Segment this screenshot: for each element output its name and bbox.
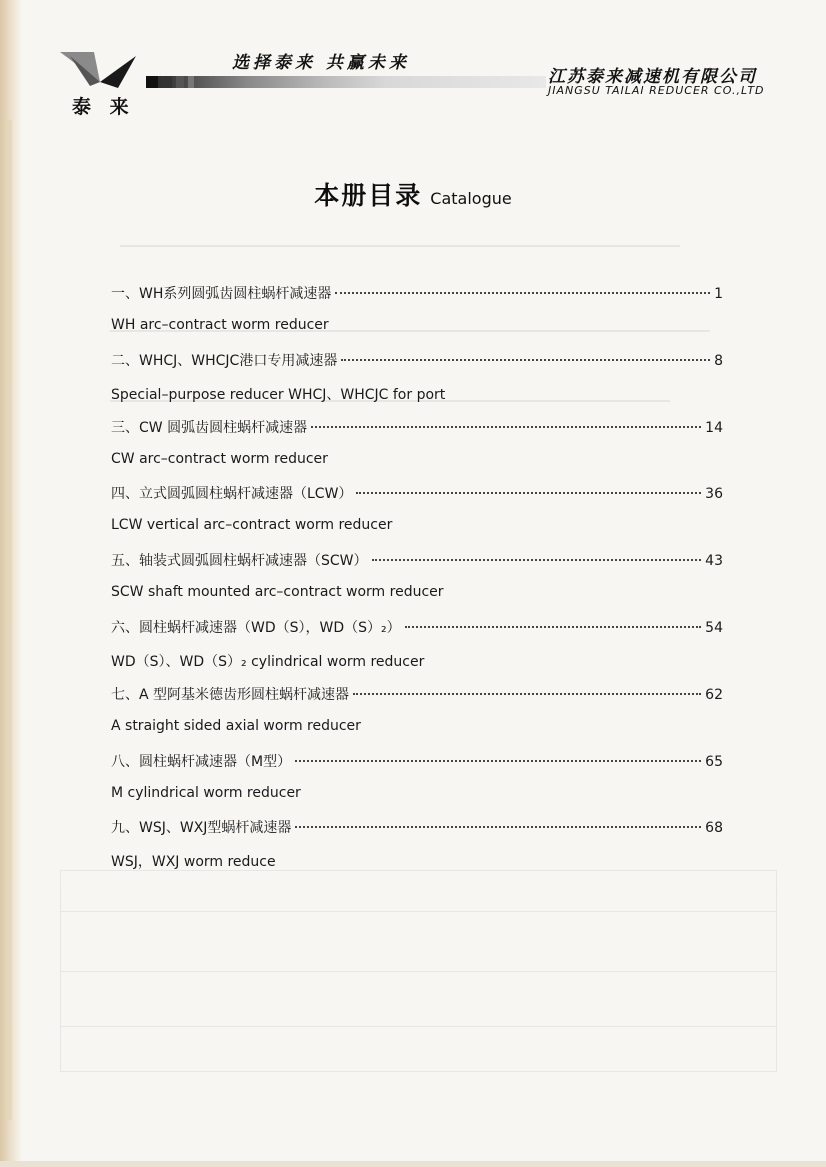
toc-entry-title: 一、WH系列圆弧齿圆柱蜗杆减速器 [111, 286, 332, 302]
header-bar [146, 76, 546, 88]
toc-entry [111, 350, 723, 417]
title-en: Catalogue [430, 189, 512, 208]
company-name-cn: 江苏泰来减速机有限公司 [548, 67, 757, 87]
table-of-contents [111, 283, 723, 884]
toc-entry-title: 四、立式圆弧圆柱蜗杆减速器（LCW） [111, 486, 353, 503]
toc-entry-title: 六、圆柱蜗杆减速器（WD（S），WD（S）₂） [111, 619, 401, 636]
toc-page-number: 8 [714, 352, 723, 369]
toc-entry-title: 八、圆柱蜗杆减速器（M型） [111, 753, 292, 770]
toc-entry [111, 550, 723, 617]
paper-edge-shadow [6, 120, 12, 1120]
toc-entry-title: 五、轴装式圆弧圆柱蜗杆减速器（SCW） [111, 553, 368, 570]
toc-leader-dots [405, 626, 702, 628]
toc-page-number: 54 [705, 619, 723, 636]
toc-entry [111, 684, 723, 751]
page-title [0, 176, 826, 212]
toc-entry [111, 417, 723, 484]
slogan: 选择泰来 共赢未来 [232, 53, 410, 73]
toc-entry-subtitle: WSJ，WXJ worm reduce [111, 854, 276, 871]
toc-entry-subtitle: LCW vertical arc–contract worm reducer [111, 517, 393, 534]
company-name-en: JIANGSU TAILAI REDUCER CO.,LTD [548, 84, 765, 97]
toc-entry-title: 九、WSJ、WXJ型蜗杆减速器 [111, 820, 292, 837]
toc-leader-dots [295, 760, 701, 762]
toc-entry-subtitle: WH arc–contract worm reducer [111, 317, 329, 333]
toc-page-number: 68 [705, 820, 723, 837]
logo-text: 泰 来 [72, 96, 135, 118]
toc-entry [111, 817, 723, 884]
toc-page-number: 43 [705, 553, 723, 570]
header-bar-blocks [146, 76, 206, 88]
toc-entry-subtitle: WD（S）、WD（S）₂ cylindrical worm reducer [111, 653, 425, 670]
ghost-table [60, 870, 777, 1072]
toc-leader-dots [295, 826, 701, 828]
toc-page-number: 65 [705, 753, 723, 770]
toc-leader-dots [341, 359, 710, 361]
toc-leader-dots [353, 693, 701, 695]
toc-entry [111, 283, 723, 350]
toc-page-number: 36 [705, 486, 723, 503]
paper-bottom-edge [0, 1161, 826, 1167]
toc-entry-subtitle: SCW shaft mounted arc–contract worm reducer [111, 584, 444, 601]
toc-entry [111, 751, 723, 818]
toc-leader-dots [356, 492, 701, 494]
toc-page-number: 14 [705, 419, 723, 436]
toc-entry [111, 483, 723, 550]
toc-entry-title: 七、A 型阿基米德齿形圆柱蜗杆减速器 [111, 686, 350, 703]
toc-leader-dots [311, 426, 701, 428]
toc-leader-dots [372, 559, 702, 561]
toc-entry-subtitle: Special–purpose reducer WHCJ、WHCJC for port [111, 386, 446, 403]
toc-page-number: 1 [714, 286, 723, 302]
toc-entry-subtitle: A straight sided axial worm reducer [111, 717, 361, 734]
ghost-line [120, 245, 680, 247]
toc-entry-subtitle: CW arc–contract worm reducer [111, 450, 328, 467]
toc-entry [111, 617, 723, 684]
toc-entry-title: 三、CW 圆弧齿圆柱蜗杆减速器 [111, 419, 308, 436]
toc-entry-subtitle: M cylindrical worm reducer [111, 784, 301, 801]
toc-leader-dots [335, 292, 710, 294]
title-cn: 本册目录 [314, 181, 423, 210]
toc-entry-title: 二、WHCJ、WHCJC港口专用减速器 [111, 352, 338, 369]
toc-page-number: 62 [705, 686, 723, 703]
